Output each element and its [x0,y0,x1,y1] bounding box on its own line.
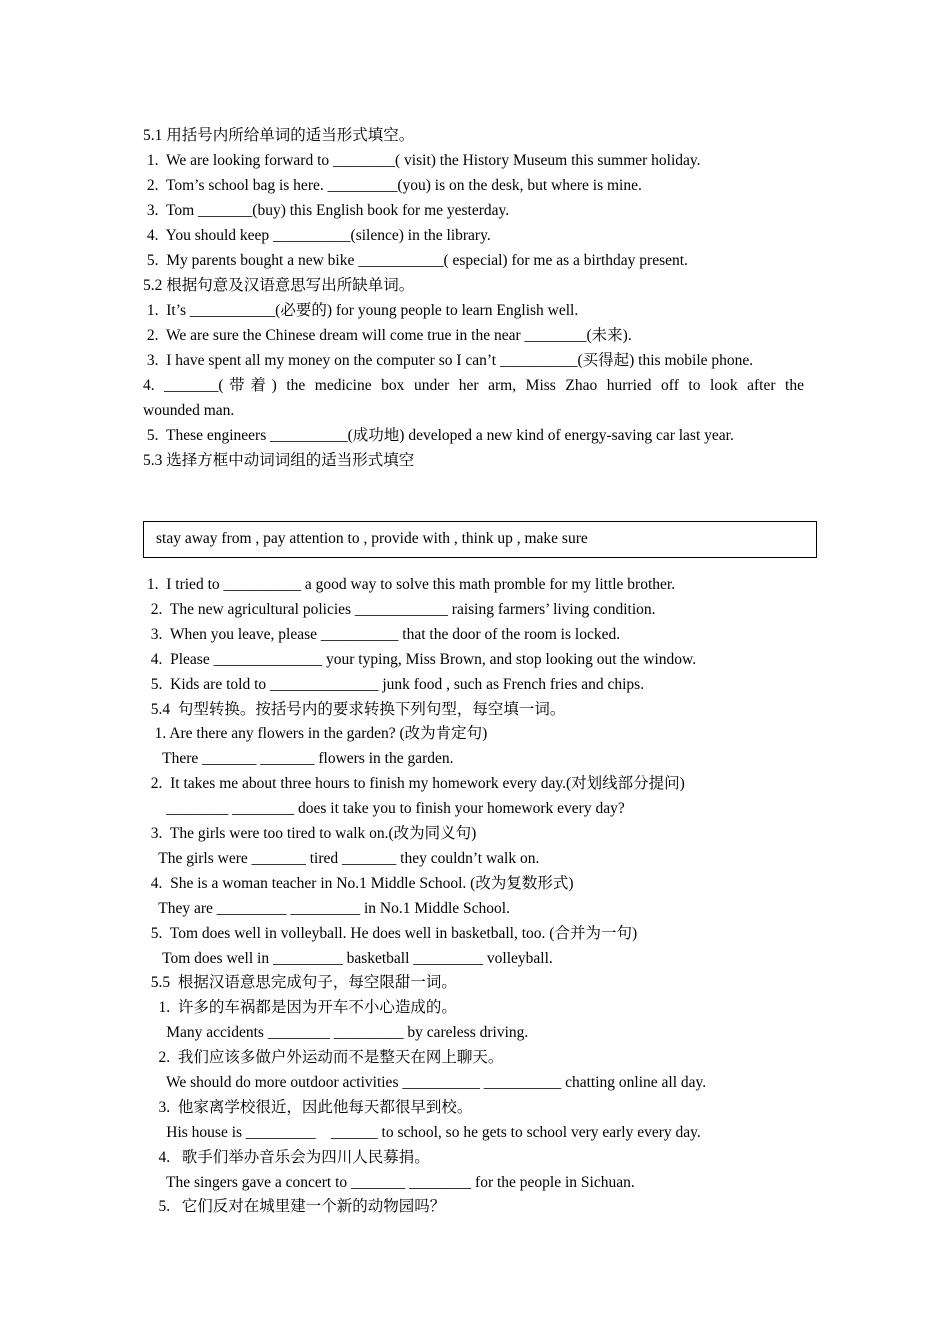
s3-item-4: 4. Please ______________ your typing, Miss Brown, and stop looking out the window. [143,651,697,668]
s5-item-2: 2. 我们应该多做户外运动而不是整天在网上聊天。 [143,1049,504,1066]
s5-item-1: 1. 许多的车祸都是因为开车不小心造成的。 [143,999,457,1016]
s3-item-3: 3. When you leave, please __________ that the door of the room is locked. [143,626,621,643]
s4-item-5-answer: Tom does well in _________ basketball _________ volleyball. [143,950,553,967]
s4-item-4: 4. She is a woman teacher in No.1 Middle School. (改为复数形式) [143,875,574,892]
s4-item-4-answer: They are _________ _________ in No.1 Middle School. [143,900,510,917]
s3-item-1: 1. I tried to __________ a good way to solve this math promble for my little brother. [143,576,676,593]
phrase-box-text: stay away from , pay attention to , provide with , think up , make sure [156,530,588,547]
s2-item-2: 2. We are sure the Chinese dream will come true in the near ________(未来). [143,327,632,344]
s1-item-4: 4. You should keep __________(silence) in the library. [143,227,491,244]
s4-item-5: 5. Tom does well in volleyball. He does well in basketball, too. (合并为一句) [143,925,638,942]
s2-item-4: 4. _______(带着) the medicine box under her arm, Miss Zhao hurried off to look after the [143,377,804,394]
s1-item-1: 1. We are looking forward to ________( visit) the History Museum this summer holiday. [143,152,701,169]
s5-item-3: 3. 他家离学校很近，因此他每天都很早到校。 [143,1099,473,1116]
section-5-4-heading: 5.4 句型转换。按括号内的要求转换下列句型，每空填一词。 [143,701,566,718]
s5-item-2-answer: We should do more outdoor activities __________ __________ chatting online all day. [143,1074,707,1091]
section-5-5-heading: 5.5 根据汉语意思完成句子，每空限甜一词。 [143,974,457,991]
s5-item-4-answer: The singers gave a concert to _______ ________ for the people in Sichuan. [143,1174,635,1191]
s2-item-3: 3. I have spent all my money on the computer so I can’t __________(买得起) this mobile phone. [143,352,754,369]
s4-item-3-answer: The girls were _______ tired _______ they couldn’t walk on. [143,850,540,867]
s1-item-2: 2. Tom’s school bag is here. _________(you) is on the desk, but where is mine. [143,177,642,194]
s2-item-5: 5. These engineers __________(成功地) developed a new kind of energy-saving car last year. [143,427,734,444]
section-5-3-heading: 5.3 选择方框中动词词组的适当形式填空 [143,452,415,469]
s5-item-1-answer: Many accidents ________ _________ by careless driving. [143,1024,529,1041]
s5-item-4: 4. 歌手们举办音乐会为四川人民募捐。 [143,1149,430,1166]
s4-item-1: 1. Are there any flowers in the garden? (改为肯定句) [143,725,488,742]
s1-item-3: 3. Tom _______(buy) this English book for me yesterday. [143,202,510,219]
s4-item-1-answer: There _______ _______ flowers in the garden. [143,750,454,767]
s1-item-5: 5. My parents bought a new bike ___________( especial) for me as a birthday present. [143,252,688,269]
s4-item-3: 3. The girls were too tired to walk on.(改为同义句) [143,825,477,842]
s4-item-2-answer: ________ ________ does it take you to finish your homework every day? [143,800,625,817]
s3-item-5: 5. Kids are told to ______________ junk food , such as French fries and chips. [143,676,645,693]
phrase-box [143,521,817,558]
s4-item-2: 2. It takes me about three hours to finish my homework every day.(对划线部分提问) [143,775,685,792]
s5-item-3-answer: His house is _________ ______ to school, so he gets to school very early every day. [143,1124,701,1141]
section-5-2-heading: 5.2 根据句意及汉语意思写出所缺单词。 [143,277,415,294]
s3-item-2: 2. The new agricultural policies ____________ raising farmers’ living condition. [143,601,656,618]
s5-item-5: 5. 它们反对在城里建一个新的动物园吗？ [143,1198,446,1215]
section-5-1-heading: 5.1 用括号内所给单词的适当形式填空。 [143,127,415,144]
s2-item-1: 1. It’s ___________(必要的) for young people to learn English well. [143,302,579,319]
s2-item-4-cont: wounded man. [143,402,235,419]
